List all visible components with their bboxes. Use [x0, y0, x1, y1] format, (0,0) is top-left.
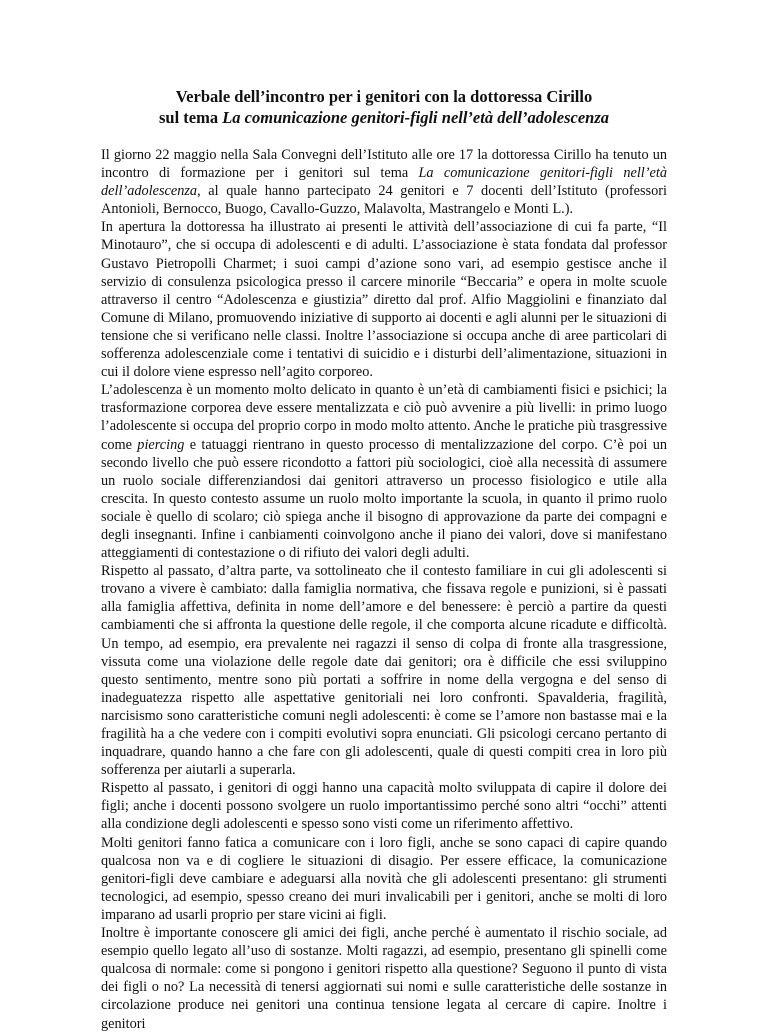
paragraph-3-text-a: L’adolescenza è un momento molto delicato in quanto è un’età di cambiamenti fisici e psichici; la trasformazione corporea deve essere mentalizzata e ciò può avvenire a più livelli: in primo luogo l’adolescente si occupa del proprio corpo in modo molto attento. Anche le pratiche più trasgressive come — [101, 382, 667, 453]
title-line-1: Verbale dell’incontro per i genitori con la dottoressa Cirillo — [175, 87, 593, 106]
paragraph-3 — [101, 381, 667, 562]
paragraph-1 — [101, 146, 667, 218]
paragraph-6: Molti genitori fanno fatica a comunicare con i loro figli, anche se sono capaci di capire quando qualcosa non va e di cogliere le situazioni di disagio. Per essere efficace, la comunicazione genitori-figli deve cambiare e adeguarsi alla novità che gli adolescenti presentano: gli strumenti tecnologici, ad esempio, spesso creano dei muri invalicabili per i genitori, anche se molti di loro imparano ad usarli proprio per stare vicini ai figli. — [101, 834, 667, 923]
paragraph-3-term: piercing — [137, 436, 185, 453]
paragraph-1-text-a: Il giorno 22 maggio nella Sala Convegni dell’Istituto alle ore 17 la dottoressa Cirillo ha tenuto un incontro di formazione per i genitori sul tema — [101, 147, 667, 182]
paragraph-1-topic: La comunicazione genitori-figli nell’età dell’adolescenza — [101, 165, 667, 200]
paragraph-7: Inoltre è importante conoscere gli amici dei figli, anche perché è aumentato il rischio sociale, ad esempio quello legato all’uso di sostanze. Molti ragazzi, ad esempio, presentano gli spinelli come qualcosa di normale: come si pongono i genitori rispetto alla questione? Seguono il punto di vista dei figli o no? La necessità di tenersi aggiornati sui nomi e sulle caratteristiche delle sostanze in circolazione produce nei genitori una continua tensione legata al cercare di capire. Inoltre i genitori — [101, 925, 667, 1032]
paragraph-5: Rispetto al passato, i genitori di oggi hanno una capacità molto sviluppata di capire il dolore dei figli; anche i docenti possono svolgere un ruolo importantissimo perché sono altri “occhi” attenti alla condizione degli adolescenti e spesso sono visti come un riferimento affettivo. — [101, 780, 667, 833]
document-title — [100, 86, 668, 128]
title-prefix: sul tema — [158, 108, 223, 127]
paragraph-1-text-c: , al quale hanno partecipato 24 genitori e 7 docenti dell’Istituto (professori Antonioli, Bernocco, Buogo, Cavallo-Guzzo, Malavolta, Mastrangelo e Monti L.). — [101, 183, 667, 218]
title-line-2 — [100, 107, 668, 128]
paragraph-2: In apertura la dottoressa ha illustrato ai presenti le attività dell’associazione di cui fa parte, “Il Minotauro”, che si occupa di adolescenti e di adulti. L’associazione è stata fondata dal professor Gustavo Pietropolli Charmet; i suoi campi d’azione sono vari, ad esempio gestisce anche il servizio di consulenza psicologica presso il carcere minorile “Beccaria” e opera in molte scuole attraverso il centro “Adolescenza e giustizia” diretto dal prof. Alfio Maggiolini e finanziato dal Comune di Milano, promuovendo iniziative di supporto ai docenti e agli alunni per le situazioni di tensione che si verificano nelle classi. Inoltre l’associazione si occupa anche di aree particolari di sofferenza adolescenziale come i tentativi di suicidio e i disturbi dell’alimentazione, situazioni in cui il dolore viene espresso nell’agito corporeo. — [101, 219, 667, 381]
document-body — [101, 146, 667, 1033]
paragraph-3-text-c: e tatuaggi rientrano in questo processo di mentalizzazione del corpo. C’è poi un secondo livello che può essere ricondotto a fattori più sociologici, cioè alla necessità di assumere un ruolo sociale differenziandosi dai genitori attraverso un processo fisiologico e utile alla crescita. In questo contesto assume un ruolo molto importante la scuola, in quanto il primo ruolo sociale è quello di scolaro; ciò spiega anche il bisogno di approvazione da parte dei compagni e degli insegnanti. Infine i canbiamenti coinvolgono anche il piano dei valori, dove si manifestano atteggiamenti di contestazione o di rifiuto dei valori degli adulti. — [101, 436, 667, 562]
title-topic: La comunicazione genitori-figli nell’età dell’adolescenza — [222, 108, 610, 127]
paragraph-4: Rispetto al passato, d’altra parte, va sottolineato che il contesto familiare in cui gli adolescenti si trovano a vivere è cambiato: dalla famiglia normativa, che fissava regole e punizioni, si è passati alla famiglia affettiva, definita in nome dell’amore e del benessere: è perciò a partire da questi cambiamenti che si affronta la questione delle regole, il che comporta alcune ricadute e difficoltà. Un tempo, ad esempio, era prevalente nei ragazzi il senso di colpa di fronte alla trasgressione, vissuta come una violazione delle regole date dai genitori; ora è difficile che essi sviluppino questo sentimento, mentre sono più portati a soffrire in nome della vergogna e del senso di inadeguatezza rispetto alle aspettative genitoriali nei loro confronti. Spavalderia, fragilità, narcisismo sono caratteristiche comuni negli adolescenti: è come se l’amore non bastasse mai e la fragilità ha a che vedere con i compiti evolutivi sopra enunciati. Gli psicologi cercano pertanto di inquadrare, quando hanno a che fare con gli adolescenti, quale di questi compiti crea in loro più sofferenza per aiutarli a superarla. — [101, 563, 667, 779]
